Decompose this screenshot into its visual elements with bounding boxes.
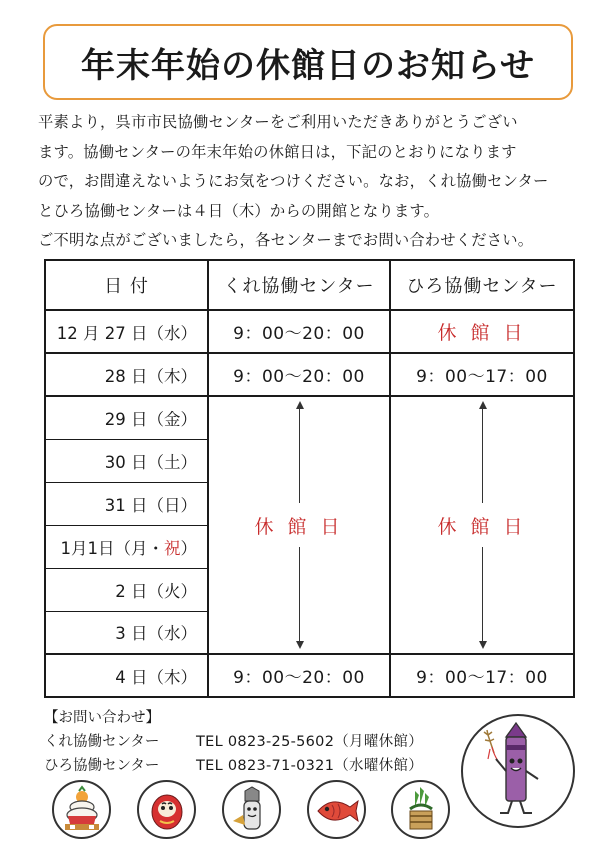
kure-closed-label: 休 館 日: [252, 506, 345, 545]
contact-name: くれ協働センター: [44, 734, 160, 750]
header-date: 日 付: [45, 260, 208, 310]
table-row: [45, 654, 574, 697]
contact-tel: TEL 0823-71-0321（水曜休館）: [196, 758, 424, 774]
contact-heading: 【お問い合わせ】: [44, 710, 160, 726]
arrow-up-icon: [299, 403, 300, 503]
daruma-icon: [137, 780, 196, 839]
date-cell: 2 日（火）: [45, 568, 208, 611]
intro-line: ます。協働センターの年末年始の休館日は，下記のとおりになります: [38, 142, 517, 161]
intro-line: とひろ協働センターは４日（木）からの開館となります。: [38, 201, 440, 220]
table-row: [45, 396, 574, 439]
date-cell: 31 日（日）: [45, 482, 208, 525]
kure-hours: 9：00〜20：00: [208, 353, 390, 396]
date-cell: [45, 525, 208, 568]
contact-entry: [44, 730, 423, 754]
table-row: [45, 353, 574, 396]
intro-paragraph: [38, 108, 584, 256]
contact-section: [44, 706, 423, 778]
hiro-closed-label: 休 館 日: [435, 506, 528, 545]
hiro-closed: 休 館 日: [390, 310, 574, 353]
schedule-table: [44, 259, 575, 698]
date-cell: 4 日（木）: [45, 654, 208, 697]
table-header-row: [45, 260, 574, 310]
date-suffix: ）: [180, 538, 197, 558]
date-cell: 28 日（木）: [45, 353, 208, 396]
ebisu-icon: [222, 780, 281, 839]
contact-name: ひろ協働センター: [44, 758, 160, 774]
title-box: [43, 24, 573, 100]
kure-hours: 9：00〜20：00: [208, 310, 390, 353]
kagami-mochi-icon: [52, 780, 111, 839]
date-cell: 29 日（金）: [45, 396, 208, 439]
tai-fish-icon: [307, 780, 366, 839]
header-hiro: ひろ協働センター: [390, 260, 574, 310]
hiro-closed-span: [390, 396, 574, 654]
arrow-down-icon: [482, 547, 483, 647]
contact-entry: [44, 754, 423, 778]
crayon-mascot-icon: [461, 714, 575, 828]
date-prefix: 1月1日（月・: [60, 538, 164, 558]
arrow-up-icon: [482, 403, 483, 503]
header-kure: くれ協働センター: [208, 260, 390, 310]
hiro-hours: 9：00〜17：00: [390, 353, 574, 396]
table-row: [45, 310, 574, 353]
holiday-mark: 祝: [164, 538, 181, 558]
arrow-down-icon: [299, 547, 300, 647]
date-cell: 3 日（水）: [45, 611, 208, 654]
kure-closed-span: [208, 396, 390, 654]
page-title: 年末年始の休館日のお知らせ: [81, 45, 535, 86]
kure-hours: 9：00〜20：00: [208, 654, 390, 697]
date-cell: 30 日（土）: [45, 439, 208, 482]
intro-line: 平素より，呉市市民協働センターをご利用いただきありがとうござい: [38, 113, 518, 131]
intro-line: ご不明な点がございましたら，各センターまでお問い合わせください。: [38, 231, 534, 249]
contact-tel: TEL 0823-25-5602（月曜休館）: [196, 734, 424, 750]
hiro-hours: 9：00〜17：00: [390, 654, 574, 697]
date-cell: 12 月 27 日（水）: [45, 310, 208, 353]
kadomatsu-icon: [391, 780, 450, 839]
intro-line: ので，お間違えないようにお気をつけください。なお，くれ協働センター: [38, 172, 549, 190]
